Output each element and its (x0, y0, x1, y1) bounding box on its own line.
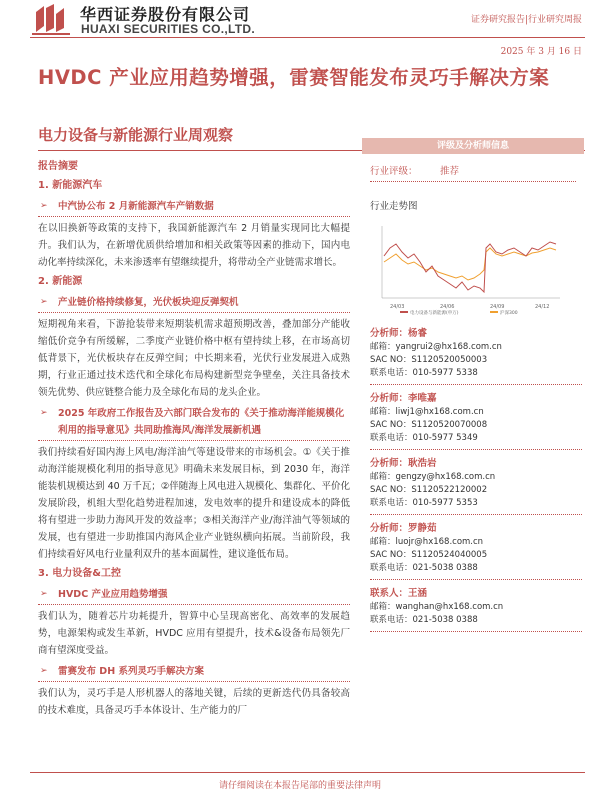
legend-label-hs300: 沪深300 (500, 311, 518, 316)
report-type: 证券研究报告|行业研究周报 (470, 15, 582, 25)
arrow-bullet-icon: ➢ (40, 666, 48, 676)
analyst-sac: SAC NO：S1120522120002 (370, 485, 488, 495)
analyst-name: 分析师：杨睿 (370, 328, 428, 339)
x-tick-label: 24/03 (390, 304, 405, 310)
arrow-bullet-icon: ➢ (40, 589, 48, 599)
trend-chart-svg (370, 218, 570, 318)
analyst-list (370, 326, 584, 632)
summary-label: 报告摘要 (38, 161, 78, 172)
analyst-sac: SAC NO：S1120524040005 (370, 550, 488, 560)
section-heading-nev: 1. 新能源汽车 (38, 180, 103, 191)
analyst-phone: 联系电话：010-5977 5349 (370, 433, 478, 443)
x-tick-label: 24/06 (440, 304, 455, 310)
analyst-card (370, 456, 584, 515)
legend-label-sector: 电力设备与新能源(申万) (410, 311, 459, 316)
analyst-name: 分析师：罗静茹 (370, 523, 437, 534)
bullet-nev-sales (38, 198, 350, 217)
analyst-email[interactable]: 邮箱：yangrui2@hx168.com.cn (370, 342, 502, 352)
arrow-bullet-icon: ➢ (40, 408, 48, 418)
bullet-text: 2025 年政府工作报告及六部门联合发布的《关于推动海洋能规模化利用的指导意见》共同助推海风/海洋发展新机遇 (58, 408, 345, 436)
analyst-divider (370, 449, 582, 450)
bullet-text: 产业链价格持续修复，光伏板块迎反弹契机 (58, 297, 239, 308)
contact-email[interactable]: 邮箱：wanghan@hx168.com.cn (370, 602, 504, 612)
analyst-phone: 联系电话：010-5977 5353 (370, 498, 478, 508)
footer-divider (30, 772, 585, 773)
paragraph-offshore: 我们持续看好国内海上风电/海洋油气等建设带来的市场机会。①《关于推动海洋能规模化利用的指导意见》明确未来发展目标，到 2030 年，海洋能装机规模达到 40 万千瓦；②伴随海上风电进入规模化、集群化、平价化发展阶段，机组大型化趋势进程加速，发电效率的提升和建设成本的降低将有望进一步助力海风开发的效益率；③相关海洋产业/海洋油气等领域的发展，也有望进一步助推国内海风企业产业链纵横向拓展。当前阶段，我们持续看好风电行业量利双升的基本面属性，建议逢低布局。 (38, 447, 350, 560)
analyst-card (370, 326, 584, 385)
legal-notice[interactable]: 请仔细阅读在本报告尾部的重要法律声明 (218, 781, 381, 791)
company-name-en: HUAXI SECURITIES CO.,LTD. (81, 22, 255, 36)
analyst-phone: 联系电话：021-5038 0388 (370, 563, 478, 573)
series-hs300-line (384, 248, 556, 280)
analyst-phone: 联系电话：010-5977 5338 (370, 368, 478, 378)
arrow-bullet-icon: ➢ (40, 297, 48, 307)
contact-phone: 联系电话：021-5038 0388 (370, 615, 478, 625)
analyst-divider (370, 384, 582, 385)
bullet-text: 雷赛发布 DH 系列灵巧手解决方案 (58, 666, 204, 677)
x-tick-label: 24/12 (535, 304, 550, 310)
series-sector-line (384, 242, 556, 292)
rating-value: 推荐 (440, 165, 460, 177)
header-divider (30, 37, 585, 38)
report-title: HVDC 产业应用趋势增强，雷赛智能发布灵巧手解决方案 (38, 66, 550, 89)
paragraph-nev: 在以旧换新等政策的支持下，我国新能源汽车 2 月销量实现同比大幅提升。我们认为，在新增优质供给增加和相关政策等因素的推动下，国内电动化率持续深化，未来渗透率有望继续提升，将带动全产业链需求增长。 (38, 223, 350, 268)
bullet-pv-price (38, 294, 350, 313)
legend-swatch-sector (400, 311, 408, 313)
analyst-name: 分析师：李唯嘉 (370, 393, 437, 404)
section-heading-new-energy: 2. 新能源 (38, 276, 83, 287)
analyst-divider (370, 579, 582, 580)
industry-trend-chart (370, 218, 570, 318)
analyst-card (370, 521, 584, 580)
contact-card (370, 586, 584, 632)
analyst-email[interactable]: 邮箱：gengzy@hx168.com.cn (370, 472, 496, 482)
rating-label: 行业评级： (370, 165, 418, 177)
contact-name: 联系人：王涵 (370, 588, 428, 599)
bullet-offshore-wind (38, 405, 350, 441)
analyst-email[interactable]: 邮箱：luojr@hx168.com.cn (370, 537, 484, 547)
report-subtitle: 电力设备与新能源行业周观察 (38, 126, 234, 144)
huaxi-logo-icon (30, 2, 76, 38)
contact-divider (370, 631, 582, 632)
analyst-sac: SAC NO：S1120520070008 (370, 420, 488, 430)
bullet-hvdc (38, 586, 350, 605)
analyst-card (370, 391, 584, 450)
industry-rating (370, 158, 576, 182)
section-heading-power-equipment: 3. 电力设备&工控 (38, 568, 121, 579)
arrow-bullet-icon: ➢ (40, 201, 48, 211)
bullet-text: 中汽协公布 2 月新能源汽车产销数据 (58, 201, 214, 212)
analyst-sac: SAC NO：S1120520050003 (370, 355, 488, 365)
bullet-text: HVDC 产业应用趋势增强 (58, 589, 168, 600)
trend-chart-label: 行业走势图 (370, 201, 418, 212)
bullet-dexterous-hand (38, 663, 350, 682)
report-summary (38, 158, 350, 719)
paragraph-pv: 短期视角来看，下游抢装带来短期装机需求超预期改善，叠加部分产能收缩低价竞争有所缓解，二季度产业链价格中枢有望持续上移，在市场高切低背景下，光伏板块存在反弹空间；中长期来看，光伏行业发展进入成熟期，行业正通过技术迭代和全球化布局构建新型竞争壁垒，关注具备技术领先优势、供应链整合能力及全球化布局的龙头企业。 (38, 319, 350, 398)
analyst-name: 分析师：耿浩岩 (370, 458, 437, 469)
company-name-cn: 华西证券股份有限公司 (80, 5, 251, 24)
paragraph-dexterous-hand: 我们认为，灵巧手是人形机器人的落地关键，后续的更新迭代仍具备较高的技术难度，具备灵巧手本体设计、生产能力的厂 (38, 688, 350, 716)
legend-swatch-hs300 (490, 311, 498, 313)
analyst-sidebar (362, 138, 584, 632)
x-tick-label: 24/09 (490, 304, 505, 310)
paragraph-hvdc: 我们认为，随着芯片功耗提升，智算中心呈现高密化、高效率的发展趋势，电源架构或发生革新，HVDC 应用有望提升，技术&设备布局领先厂商有望深度受益。 (38, 611, 350, 656)
report-date: 2025 年 3 月 16 日 (500, 47, 582, 57)
analyst-email[interactable]: 邮箱：liwj1@hx168.com.cn (370, 407, 484, 417)
analyst-divider (370, 514, 582, 515)
rating-box-title: 评级及分析师信息 (362, 138, 584, 154)
